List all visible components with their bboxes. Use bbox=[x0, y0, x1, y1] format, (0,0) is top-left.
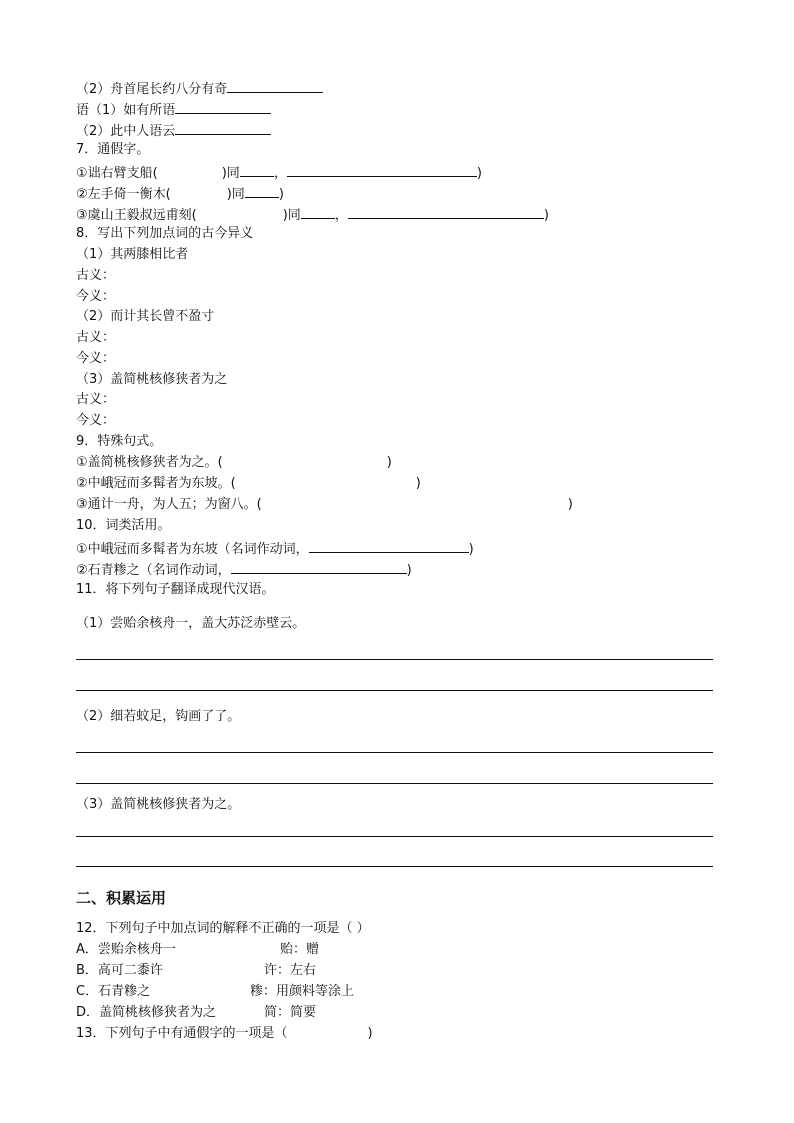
answer-blank[interactable] bbox=[231, 559, 407, 574]
q6-item-2: （2）舟首尾长约八分有奇 bbox=[76, 78, 323, 96]
q12-option-b[interactable]: B．高可二黍许 许：左右 bbox=[76, 963, 317, 978]
answer-line[interactable] bbox=[76, 836, 713, 837]
q10-title: 10．词类活用。 bbox=[76, 518, 171, 533]
q11-item-1: （1）尝贻余核舟一，盖大苏泛赤壁云。 bbox=[76, 616, 306, 631]
q11-item-2: （2）细若蚊足，钩画了了。 bbox=[76, 709, 241, 724]
q11-item-3: （3）盖简桃核修狭者为之。 bbox=[76, 797, 241, 812]
q12-option-a[interactable]: A．尝贻余核舟一 贻：赠 bbox=[76, 942, 320, 957]
answer-line[interactable] bbox=[76, 659, 713, 660]
q9-item-2: ②中峨冠而多髯者为东坡。( ) bbox=[76, 476, 421, 491]
answer-blank[interactable] bbox=[175, 120, 271, 135]
q9-item-1: ①盖简桃核修狭者为之。( ) bbox=[76, 455, 392, 470]
answer-blank[interactable] bbox=[227, 78, 323, 93]
q9-title: 9．特殊句式。 bbox=[76, 434, 163, 449]
q9-item-3: ③通计一舟，为人五；为窗八。( ) bbox=[76, 497, 573, 512]
q10-item-2: ②石青糁之（名词作动词， ) bbox=[76, 559, 412, 577]
q7-item-2: ②左手倚一衡木( )同 ) bbox=[76, 183, 284, 201]
answer-blank[interactable] bbox=[309, 538, 469, 553]
answer-line[interactable] bbox=[76, 866, 713, 867]
q7-title: 7．通假字。 bbox=[76, 142, 150, 157]
q11-title: 11．将下列句子翻译成现代汉语。 bbox=[76, 582, 275, 597]
answer-blank[interactable] bbox=[245, 183, 279, 198]
q8-item-1: （1）其两膝相比者 bbox=[76, 247, 189, 262]
q7-item-1: ①诎右臂支船( )同 ， ) bbox=[76, 162, 482, 180]
q12-option-c[interactable]: C．石青糁之 糁：用颜料等涂上 bbox=[76, 984, 355, 999]
answer-line[interactable] bbox=[76, 690, 713, 691]
answer-blank[interactable] bbox=[287, 162, 477, 177]
answer-blank[interactable] bbox=[348, 204, 544, 219]
answer-blank[interactable] bbox=[301, 204, 335, 219]
q8-jin-label: 今义： bbox=[76, 289, 116, 304]
answer-blank[interactable] bbox=[240, 162, 274, 177]
q8-item-3: （3）盖简桃核修狭者为之 bbox=[76, 372, 228, 387]
q8-jin-label: 今义： bbox=[76, 351, 116, 366]
q6-yu-item-2: （2）此中人语云 bbox=[76, 120, 271, 138]
q8-gu-label: 古义： bbox=[76, 330, 116, 345]
q10-item-1: ①中峨冠而多髯者为东坡（名词作动词， ) bbox=[76, 538, 474, 556]
q7-item-3: ③虞山王毅叔远甫刻( )同 ， ) bbox=[76, 204, 549, 222]
answer-line[interactable] bbox=[76, 783, 713, 784]
answer-line[interactable] bbox=[76, 752, 713, 753]
q8-jin-label: 今义： bbox=[76, 413, 116, 428]
q12-title: 12．下列句子中加点词的解释不正确的一项是（ ） bbox=[76, 921, 370, 936]
q13-title: 13．下列句子中有通假字的一项是（ ) bbox=[76, 1026, 373, 1041]
q8-title: 8．写出下列加点词的古今异义 bbox=[76, 226, 254, 241]
answer-blank[interactable] bbox=[175, 99, 271, 114]
q8-item-2: （2）而计其长曾不盈寸 bbox=[76, 309, 215, 324]
q8-gu-label: 古义： bbox=[76, 392, 116, 407]
q8-gu-label: 古义： bbox=[76, 268, 116, 283]
q6-yu-item-1: 语（1）如有所语 bbox=[76, 99, 271, 117]
q12-option-d[interactable]: D．盖简桃核修狭者为之 简：简要 bbox=[76, 1005, 317, 1020]
section-heading: 二、积累运用 bbox=[76, 889, 167, 907]
